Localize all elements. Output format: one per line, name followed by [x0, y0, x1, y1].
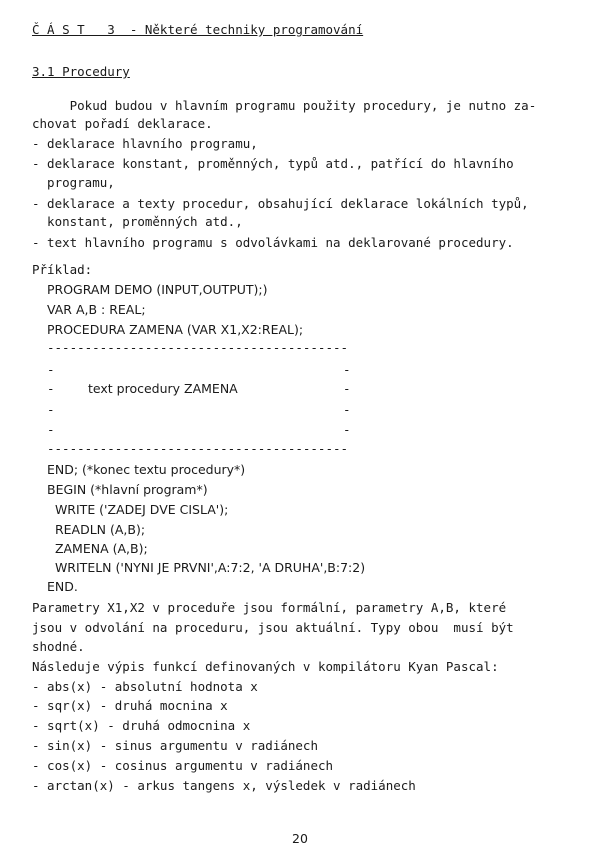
- box-side-dash: -: [47, 381, 55, 396]
- box-side-dash: -: [343, 422, 351, 437]
- list-item: konstant, proměnných atd.,: [32, 214, 243, 229]
- code-line: END; (*konec textu procedury*): [47, 462, 246, 477]
- function-item: - sqrt(x) - druhá odmocnina x: [32, 718, 251, 733]
- box-side-dash: -: [343, 362, 351, 377]
- box-side-dash: -: [47, 362, 55, 377]
- function-item: - sqr(x) - druhá mocnina x: [32, 698, 228, 713]
- list-item: - deklarace a texty procedur, obsahující deklarace lokálních typů,: [32, 196, 529, 211]
- box-side-dash: -: [47, 422, 55, 437]
- function-item: - abs(x) - absolutní hodnota x: [32, 679, 258, 694]
- list-item: programu,: [32, 175, 115, 190]
- page-number: 20: [292, 831, 308, 846]
- functions-intro: Následuje výpis funkcí definovaných v kompilátoru Kyan Pascal:: [32, 659, 499, 674]
- code-line: END.: [47, 579, 78, 594]
- function-item: - arctan(x) - arkus tangens x, výsledek v radiánech: [32, 778, 416, 793]
- example-label: Příklad:: [32, 262, 93, 277]
- code-line: BEGIN (*hlavní program*): [47, 482, 208, 497]
- params-line: Parametry X1,X2 v proceduře jsou formální, parametry A,B, které: [32, 600, 507, 615]
- function-item: - sin(x) - sinus argumentu v radiánech: [32, 738, 318, 753]
- code-line: VAR A,B : REAL;: [47, 302, 146, 317]
- code-line: ZAMENA (A,B);: [47, 541, 148, 556]
- intro-line: chovat pořadí deklarace.: [32, 116, 213, 131]
- chapter-header: Č Á S T 3 - Některé techniky programování: [32, 22, 364, 37]
- intro-line: Pokud budou v hlavním programu použity procedury, je nutno za-: [32, 98, 537, 113]
- list-item: - deklarace hlavního programu,: [32, 136, 258, 151]
- box-top-border: ----------------------------------------: [47, 340, 349, 355]
- params-line: jsou v odvolání na proceduru, jsou aktuální. Typy obou musí být: [32, 620, 514, 635]
- code-line: PROGRAM DEMO (INPUT,OUTPUT);): [47, 282, 268, 297]
- section-title: 3.1 Procedury: [32, 64, 130, 79]
- code-line: WRITE ('ZADEJ DVE CISLA');: [47, 502, 229, 517]
- list-item: - text hlavního programu s odvolávkami na deklarované procedury.: [32, 235, 514, 250]
- code-line: WRITELN ('NYNI JE PRVNI',A:7:2, 'A DRUHA',B:7:2): [47, 560, 366, 575]
- function-item: - cos(x) - cosinus argumentu v radiánech: [32, 758, 334, 773]
- box-side-dash: -: [343, 381, 351, 396]
- params-line: shodné.: [32, 639, 85, 654]
- box-side-dash: -: [343, 402, 351, 417]
- list-item: - deklarace konstant, proměnných, typů atd., patřící do hlavního: [32, 156, 514, 171]
- code-line: PROCEDURA ZAMENA (VAR X1,X2:REAL);: [47, 322, 304, 337]
- box-side-dash: -: [47, 402, 55, 417]
- box-text: text procedury ZAMENA: [88, 381, 238, 396]
- box-bottom-border: ----------------------------------------: [47, 441, 349, 456]
- code-line: READLN (A,B);: [47, 522, 146, 537]
